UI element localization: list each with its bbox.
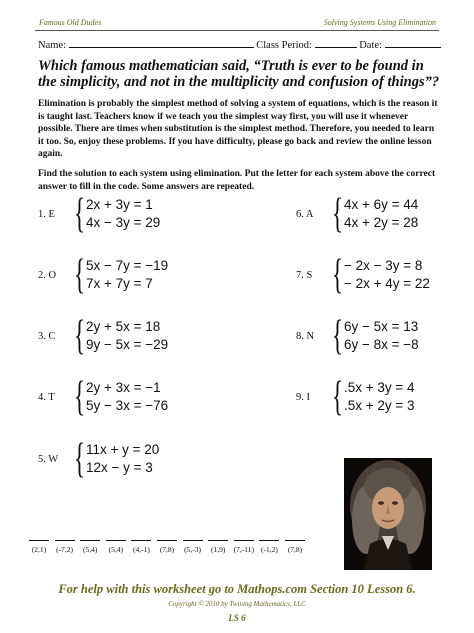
equation-2: 7x + 7y = 7 [86, 276, 153, 291]
code-answer-label: (5,4) [108, 545, 123, 554]
answer-code-row [25, 540, 455, 560]
problem-label: 6. A [296, 209, 314, 220]
system-brace-icon: { [332, 313, 344, 359]
equation-2: 6y − 8x = −8 [344, 337, 419, 352]
equation-2: 4x − 3y = 29 [86, 215, 161, 230]
equation-1: 2y + 5x = 18 [86, 319, 161, 334]
equation-1: 5x − 7y = −19 [86, 258, 169, 273]
problem-label: 5. W [38, 454, 59, 465]
code-answer-label: (4,-1) [132, 545, 150, 554]
code-letter-blank[interactable] [131, 540, 151, 541]
equation-2: .5x + 2y = 3 [344, 398, 415, 413]
copyright-text: Copyright © 2010 by Twining Mathematics, LLC [168, 600, 306, 608]
code-answer-label: (7,-11) [233, 545, 254, 554]
system-brace-icon: { [74, 252, 86, 298]
equation-2: 12x − y = 3 [86, 460, 153, 475]
equation-1: 4x + 6y = 44 [344, 197, 419, 212]
code-letter-blank[interactable] [183, 540, 203, 541]
code-letter-blank[interactable] [157, 540, 177, 541]
code-answer-label: (7,8) [287, 545, 303, 554]
intro-paragraph: Elimination is probably the simplest method of solving a system of equations, which is the reason it is taught last. Teachers know if we teach you the simplest way first, you will use it whenever possible. There are times when substitution is the simplest method. Therefore, you needed to learn it too. So, enjoy these problems. If you have difficulty, please go back and review the online lesson again. [38, 99, 438, 159]
system-brace-icon: { [74, 374, 86, 420]
riddle-question: Which famous mathematician said, “Truth is ever to be found in the simplicity, and not in the multiplicity and confusion of things”? [38, 58, 440, 90]
help-footer: For help with this worksheet go to Mathops.com Section 10 Lesson 6. [58, 582, 416, 596]
code-answer-label: (-1,2) [260, 545, 278, 554]
class-period-label: Class Period: [256, 40, 312, 51]
problem-label: 4. T [38, 392, 55, 403]
header-series-title: Famous Old Dudes [39, 18, 102, 27]
equation-2: − 2x + 4y = 22 [344, 276, 430, 291]
instructions-paragraph: Find the solution to each system using elimination. Put the letter for each system above the correct answer to fill in the code. Some answers are repeated. [38, 169, 436, 192]
code-answer-label: (5,-3) [184, 545, 202, 554]
system-brace-icon: { [74, 313, 86, 359]
problem-label: 2. O [38, 270, 57, 281]
problem-label: 3. C [38, 331, 56, 342]
problem-label: 9. I [296, 392, 310, 403]
code-answer-label: (5,4) [83, 545, 98, 554]
code-letter-blank[interactable] [29, 540, 49, 541]
equation-2: 4x + 2y = 28 [344, 215, 419, 230]
problem-label: 7. S [296, 270, 313, 281]
code-answer-label: (1,9) [211, 545, 226, 554]
equation-1: 6y − 5x = 13 [344, 319, 419, 334]
lesson-code: LS 6 [228, 613, 246, 623]
code-letter-blank[interactable] [234, 540, 254, 541]
system-brace-icon: { [332, 374, 344, 420]
code-letter-blank[interactable] [208, 540, 228, 541]
equation-1: − 2x − 3y = 8 [344, 258, 423, 273]
system-brace-icon: { [332, 252, 344, 298]
problem-label: 1. E [38, 209, 55, 220]
equation-1: 2x + 3y = 1 [86, 197, 153, 212]
code-answer-label: (2,1) [31, 545, 47, 554]
code-letter-blank[interactable] [106, 540, 126, 541]
system-brace-icon: { [74, 191, 86, 237]
code-letter-blank[interactable] [55, 540, 75, 541]
equation-2: 5y − 3x = −76 [86, 398, 169, 413]
system-brace-icon: { [74, 436, 86, 482]
code-letter-blank[interactable] [259, 540, 279, 541]
system-brace-icon: { [332, 191, 344, 237]
date-label: Date: [359, 40, 382, 51]
problem-label: 8. N [296, 331, 315, 342]
name-label: Name: [38, 40, 66, 51]
code-answer-label: (-7,2) [56, 545, 74, 554]
code-letter-blank[interactable] [80, 540, 100, 541]
equation-2: 9y − 5x = −29 [86, 337, 169, 352]
code-answer-label: (7,8) [159, 545, 175, 554]
header-worksheet-title: Solving Systems Using Elimination [323, 18, 436, 27]
equation-1: .5x + 3y = 4 [344, 380, 415, 395]
equation-1: 2y + 3x = −1 [86, 380, 161, 395]
equation-1: 11x + y = 20 [86, 442, 160, 457]
code-letter-blank[interactable] [285, 540, 305, 541]
